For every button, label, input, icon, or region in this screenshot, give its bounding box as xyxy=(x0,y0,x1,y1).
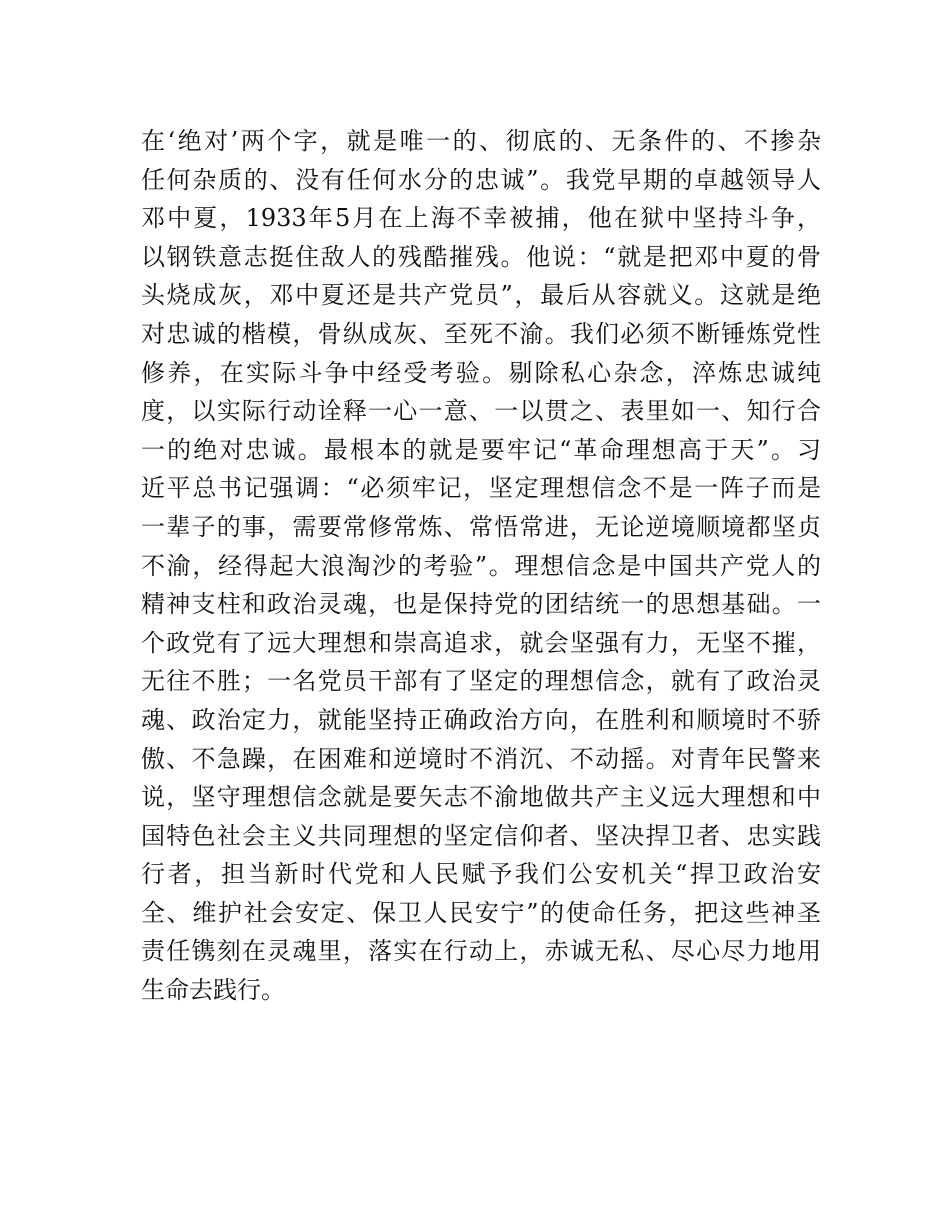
paragraph-line: 傲、不急躁，在困难和逆境时不消沉、不动摇。对青年民警来 xyxy=(141,744,821,773)
paragraph-line: 一的绝对忠诚。最根本的就是要牢记“革命理想高于天”。习 xyxy=(141,435,821,464)
paragraph-line: 生命去践行。 xyxy=(141,976,285,1005)
paragraph-line: 精神支柱和政治灵魂，也是保持党的团结统一的思想基础。一 xyxy=(141,590,821,619)
paragraph-line: 说，坚守理想信念就是要矢志不渝地做共产主义远大理想和中 xyxy=(141,783,821,812)
paragraph-line: 不渝，经得起大浪淘沙的考验”。理想信念是中国共产党人的 xyxy=(141,551,821,580)
paragraph-line: 近平总书记强调：“必须牢记，坚定理想信念不是一阵子而是 xyxy=(141,474,821,503)
paragraph-line: 度，以实际行动诠释一心一意、一以贯之、表里如一、知行合 xyxy=(141,397,821,426)
paragraph-line: 一辈子的事，需要常修常炼、常悟常进，无论逆境顺境都坚贞 xyxy=(141,512,821,541)
paragraph-line: 国特色社会主义共同理想的坚定信仰者、坚决捍卫者、忠实践 xyxy=(141,821,821,850)
body-paragraph xyxy=(141,122,821,1010)
paragraph-line: 任何杂质的、没有任何水分的忠诚”。我党早期的卓越领导人 xyxy=(141,165,821,194)
paragraph-line: 对忠诚的楷模，骨纵成灰、至死不渝。我们必须不断锤炼党性 xyxy=(141,319,821,348)
paragraph-line: 修养，在实际斗争中经受考验。剔除私心杂念，淬炼忠诚纯 xyxy=(141,358,821,387)
paragraph-line: 个政党有了远大理想和崇高追求，就会坚强有力，无坚不摧， xyxy=(141,628,821,657)
paragraph-line: 在‘绝对’两个字，就是唯一的、彻底的、无条件的、不掺杂 xyxy=(141,127,821,155)
paragraph-line: 行者，担当新时代党和人民赋予我们公安机关“捍卫政治安 xyxy=(141,860,821,889)
paragraph-line: 邓中夏，1933年5月在上海不幸被捕，他在狱中坚持斗争， xyxy=(141,204,821,233)
paragraph-line: 全、维护社会安定、保卫人民安宁”的使命任务，把这些神圣 xyxy=(141,898,821,927)
paragraph-line: 无往不胜；一名党员干部有了坚定的理想信念，就有了政治灵 xyxy=(141,667,821,696)
paragraph-line: 责任镌刻在灵魂里，落实在行动上，赤诚无私、尽心尽力地用 xyxy=(141,937,821,966)
paragraph-line: 魂、政治定力，就能坚持正确政治方向，在胜利和顺境时不骄 xyxy=(141,705,821,734)
paragraph-line: 头烧成灰，邓中夏还是共产党员”，最后从容就义。这就是绝 xyxy=(141,281,821,310)
paragraph-line: 以钢铁意志挺住敌人的残酷摧残。他说：“就是把邓中夏的骨 xyxy=(141,242,821,271)
